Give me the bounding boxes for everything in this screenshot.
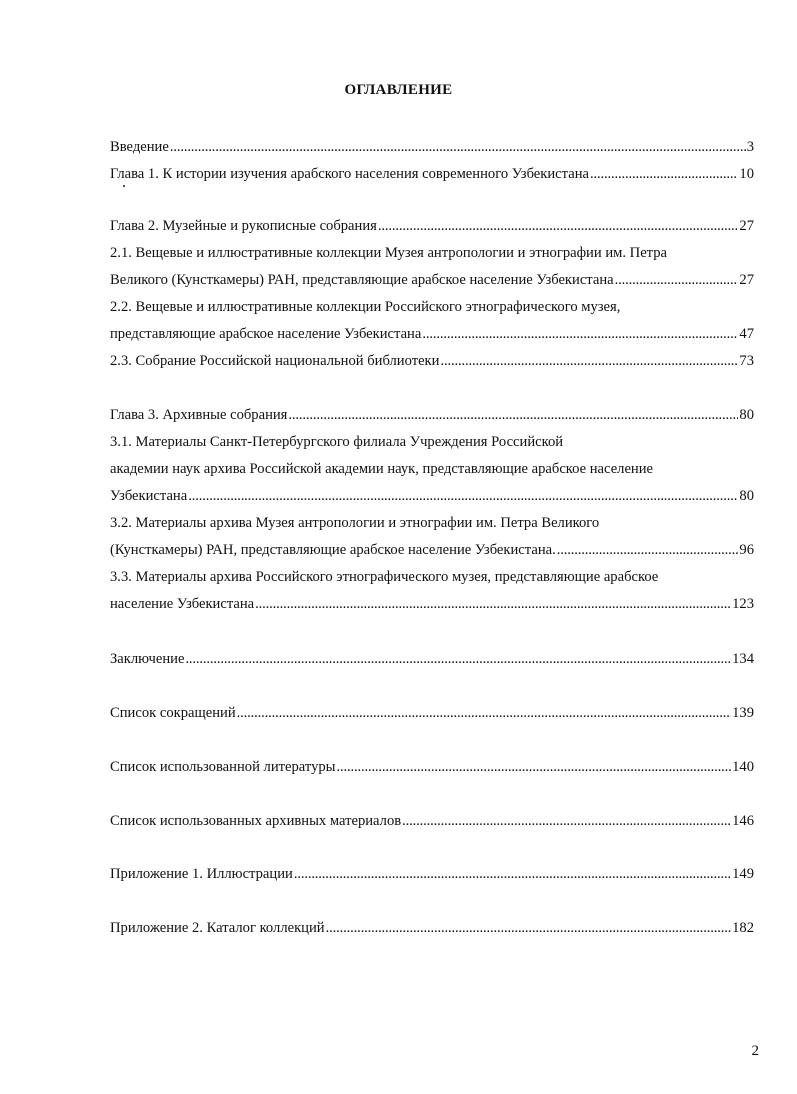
toc-entry-title: 2.3. Собрание Российской национальной библиотеки — [110, 353, 440, 369]
toc-entry-page: 140 — [732, 759, 754, 775]
toc-entry-line: 3.3. Материалы архива Российского этнографического музея, представляющие арабское — [110, 569, 659, 585]
scan-speck — [123, 185, 125, 187]
dot-leader — [615, 271, 739, 289]
toc-entry-line: 3.1. Материалы Санкт-Петербургского филиала Учреждения Российской — [110, 434, 564, 450]
toc-entry-title: Список использованной литературы — [110, 759, 336, 775]
dot-leader — [185, 650, 731, 668]
toc-entry-page: 47 — [739, 326, 754, 342]
toc-entry-page: 3 — [746, 139, 754, 155]
dot-leader — [237, 704, 731, 722]
toc-entry[interactable] — [110, 138, 754, 156]
dot-leader — [255, 595, 731, 613]
toc-entry-title: Список использованных архивных материалов — [110, 813, 402, 829]
page-title: ОГЛАВЛЕНИЕ — [344, 82, 453, 98]
toc-entry-title: Список сокращений — [110, 705, 236, 721]
toc-entry-page: 80 — [739, 488, 754, 504]
dot-leader — [336, 758, 731, 776]
toc-entry[interactable] — [110, 541, 754, 559]
dot-leader — [326, 919, 732, 937]
toc-entry[interactable] — [110, 487, 754, 505]
toc-entry-page: 27 — [739, 272, 754, 288]
toc-entry[interactable] — [110, 758, 754, 776]
toc-entry-line: 2.1. Вещевые и иллюстративные коллекции Музея антропологии и этнографии им. Петра — [110, 245, 668, 261]
toc-entry[interactable] — [110, 595, 754, 613]
dot-leader — [288, 406, 738, 424]
toc-entry-title: Заключение — [110, 651, 185, 667]
toc-entry[interactable] — [110, 406, 754, 424]
toc-entry-page: 27 — [739, 218, 754, 234]
toc-entry-line: 2.2. Вещевые и иллюстративные коллекции Российского этнографического музея, — [110, 299, 621, 315]
toc-entry[interactable] — [110, 650, 754, 668]
toc-entry-page: 182 — [732, 920, 754, 936]
toc-entry-page: 134 — [732, 651, 754, 667]
toc-entry-page: 96 — [739, 542, 754, 558]
toc-entry-page: 139 — [732, 705, 754, 721]
toc-entry-title: Приложение 2. Каталог коллекций — [110, 920, 325, 936]
toc-entry[interactable] — [110, 271, 754, 289]
toc-entry-title: (Кунсткамеры) РАН, представляющие арабское население Узбекистана. — [110, 542, 556, 558]
toc-entry-title: население Узбекистана — [110, 596, 255, 612]
toc-entry-title: Глава 2. Музейные и рукописные собрания — [110, 218, 377, 234]
toc-entry-page: 80 — [739, 407, 754, 423]
dot-leader — [402, 812, 731, 830]
toc-entry-line: 3.2. Материалы архива Музея антропологии и этнографии им. Петра Великого — [110, 515, 600, 531]
toc-entry-page: 10 — [739, 166, 754, 182]
toc-entry-title: Узбекистана — [110, 488, 188, 504]
toc-entry[interactable] — [110, 919, 754, 937]
dot-leader — [440, 352, 738, 370]
dot-leader — [170, 138, 746, 156]
toc-entry[interactable] — [110, 352, 754, 370]
toc-entry[interactable] — [110, 217, 754, 235]
toc-entry-title: представляющие арабское население Узбекистана — [110, 326, 422, 342]
toc-entry-page: 123 — [732, 596, 754, 612]
toc-entry[interactable] — [110, 165, 754, 183]
dot-leader — [557, 541, 739, 559]
toc-entry-title: Глава 3. Архивные собрания — [110, 407, 288, 423]
toc-entry[interactable] — [110, 865, 754, 883]
toc-entry-title: Великого (Кунсткамеры) РАН, представляющие арабское население Узбекистана — [110, 272, 614, 288]
toc-entry-title: Глава 1. К истории изучения арабского населения современного Узбекистана — [110, 166, 589, 182]
toc-entry-page: 73 — [739, 353, 754, 369]
page-number: 2 — [751, 1043, 759, 1059]
toc-entry-title: Приложение 1. Иллюстрации — [110, 866, 293, 882]
toc-entry-line: академии наук архива Российской академии наук, представляющие арабское население — [110, 461, 654, 477]
dot-leader — [590, 165, 738, 183]
toc-entry-title: Введение — [110, 139, 169, 155]
dot-leader — [188, 487, 738, 505]
toc-entry[interactable] — [110, 325, 754, 343]
dot-leader — [422, 325, 738, 343]
toc-entry[interactable] — [110, 812, 754, 830]
dot-leader — [294, 865, 731, 883]
toc-entry[interactable] — [110, 704, 754, 722]
toc-entry-page: 146 — [732, 813, 754, 829]
toc-entry-page: 149 — [732, 866, 754, 882]
dot-leader — [378, 217, 739, 235]
